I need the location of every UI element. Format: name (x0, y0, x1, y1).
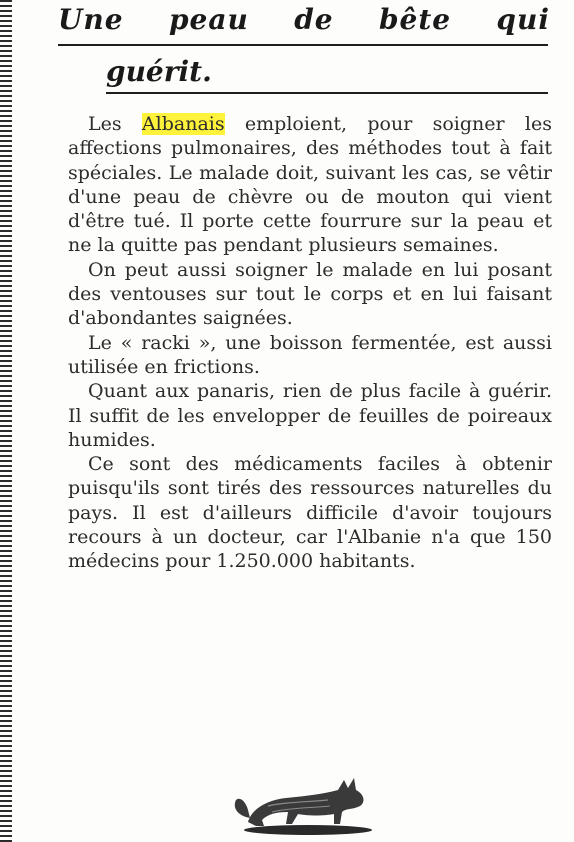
paragraph: Ce sont des médicaments faciles à obtenir puisqu'ils sont tirés des ressources naturelles du pays. Il est d'ailleurs difficile d'avoir toujours recours à un docteur, car l'Albanie n'a que 150 médecins pour 1.250.000 habitants. (68, 453, 552, 573)
paragraph-text: emploient, pour soigner les affections pulmonaires, des méthodes tout à fait spéciales. Le malade doit, suivant les cas, se vêtir d'une peau de chèvre ou de mouton qui vient d'être tué. Il porte cette fourrure sur la peau et ne la quitte pas pendant plusieurs semaines. (68, 113, 552, 257)
highlighted-search-term: Albanais (141, 113, 225, 135)
perforated-edge (0, 0, 12, 842)
headline-word: de (294, 3, 334, 36)
headline (58, 2, 550, 38)
paragraph (68, 112, 552, 258)
headline-word: Une (58, 3, 124, 36)
article-body (68, 112, 552, 574)
headline-word: peau (168, 3, 249, 36)
headline-rule-second (106, 92, 548, 94)
headline-rule (58, 44, 548, 46)
headline-continuation: guérit. (106, 55, 212, 88)
headline-word: qui (496, 3, 550, 36)
headline-word: bête (378, 3, 452, 36)
paragraph-lead-text: Les (88, 113, 142, 135)
paragraph: Le « racki », une boisson fermentée, est aussi utilisée en frictions. (68, 331, 552, 378)
fox-vignette-icon (228, 760, 384, 838)
paragraph: On peut aussi soigner le malade en lui posant des ventouses sur tout le corps et en lui faisant d'abondantes saignées. (68, 258, 552, 330)
paragraph: Quant aux panaris, rien de plus facile à guérir. Il suffit de les envelopper de feuilles de poireaux humides. (68, 380, 552, 451)
